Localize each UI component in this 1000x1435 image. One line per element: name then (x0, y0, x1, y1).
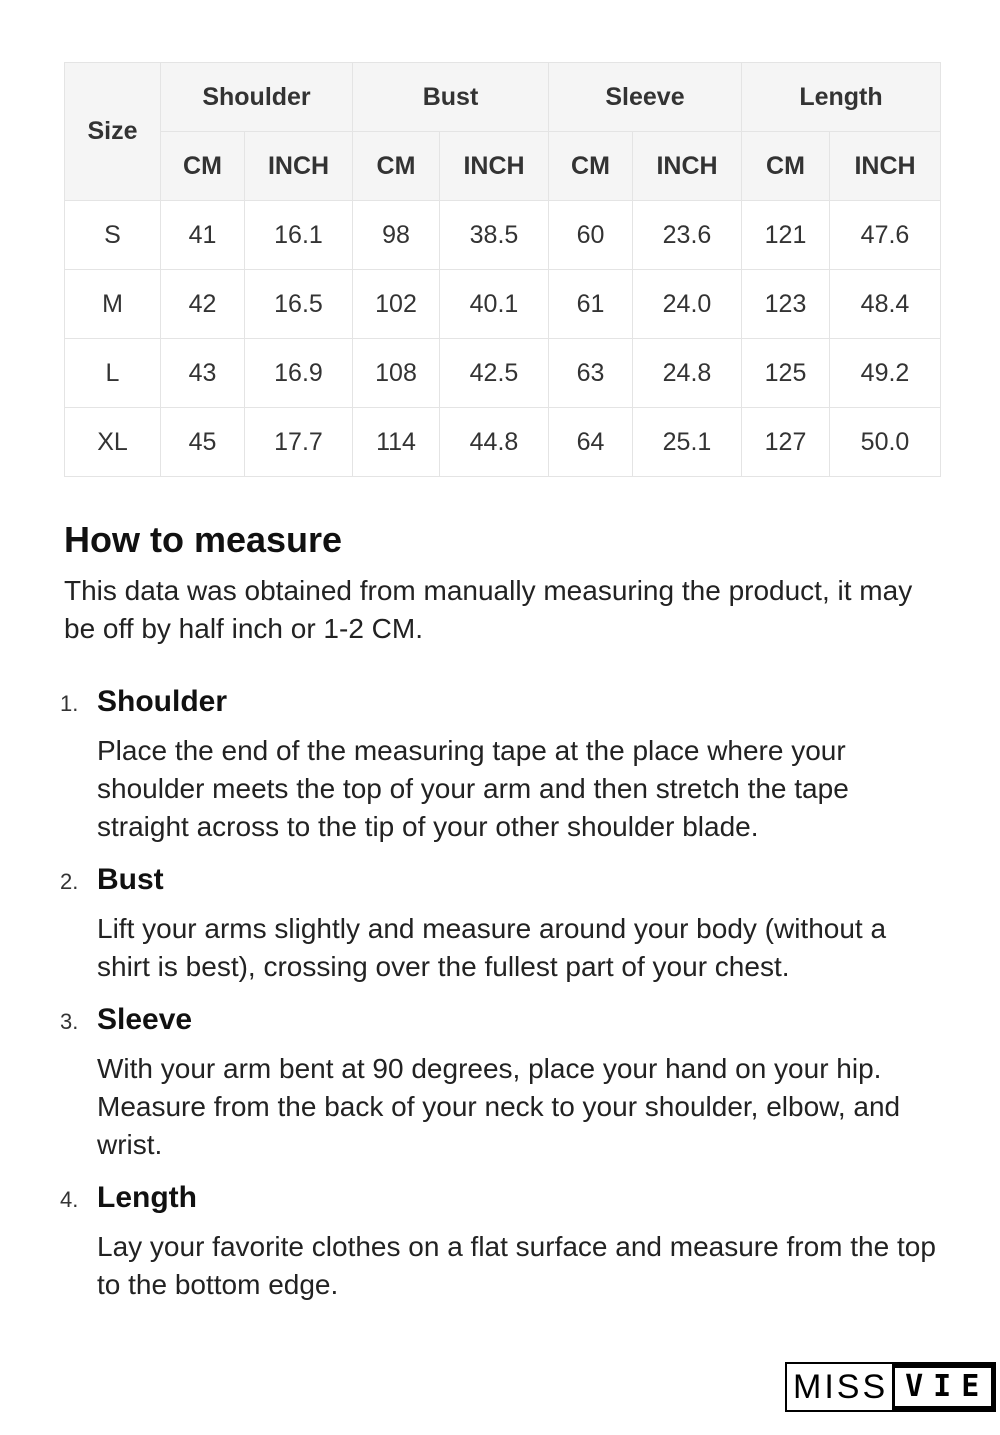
table-cell: 16.9 (245, 339, 353, 408)
table-cell: 40.1 (440, 270, 549, 339)
step-title: Sleeve (97, 1003, 193, 1036)
logo-left-text: MISS (787, 1364, 892, 1410)
step-number: 4. (60, 1187, 79, 1212)
table-row (65, 339, 941, 408)
size-chart-table (64, 62, 941, 477)
table-row (65, 270, 941, 339)
table-cell: 114 (353, 408, 440, 477)
table-cell: 125 (742, 339, 830, 408)
table-cell: 42.5 (440, 339, 549, 408)
table-cell: 16.1 (245, 201, 353, 270)
step-description: Lift your arms slightly and measure around your body (without a shirt is best), crossing over the fullest part of your chest. (97, 913, 887, 982)
table-row (65, 201, 941, 270)
group-header-row (65, 63, 941, 132)
intro-text: This data was obtained from manually measuring the product, it may be off by half inch or 1-2 CM. (64, 575, 913, 644)
step-title: Bust (97, 863, 164, 896)
unit-header: CM (742, 132, 830, 201)
size-cell: L (65, 339, 161, 408)
unit-header: CM (353, 132, 440, 201)
table-cell: 121 (742, 201, 830, 270)
table-cell: 25.1 (633, 408, 742, 477)
table-row (65, 408, 941, 477)
table-cell: 64 (549, 408, 633, 477)
table-cell: 24.0 (633, 270, 742, 339)
how-to-measure-section (60, 518, 944, 1320)
step-title: Shoulder (97, 685, 228, 718)
unit-header: INCH (440, 132, 549, 201)
list-item (60, 862, 944, 986)
table-cell: 41 (161, 201, 245, 270)
measure-steps-list (60, 684, 944, 1304)
table-cell: 123 (742, 270, 830, 339)
table-cell: 61 (549, 270, 633, 339)
unit-header: INCH (830, 132, 941, 201)
section-title: How to measure (64, 519, 343, 560)
table-cell: 102 (353, 270, 440, 339)
table-cell: 98 (353, 201, 440, 270)
unit-header: INCH (633, 132, 742, 201)
unit-header: INCH (245, 132, 353, 201)
table-cell: 16.5 (245, 270, 353, 339)
table-cell: 43 (161, 339, 245, 408)
table-cell: 44.8 (440, 408, 549, 477)
table-cell: 60 (549, 201, 633, 270)
list-item (60, 684, 944, 846)
table-cell: 17.7 (245, 408, 353, 477)
table-cell: 38.5 (440, 201, 549, 270)
table-cell: 42 (161, 270, 245, 339)
logo-right-block (892, 1364, 994, 1410)
table-cell: 23.6 (633, 201, 742, 270)
step-description: Place the end of the measuring tape at the place where your shoulder meets the top of your arm and then stretch the tape straight across to the tip of your other shoulder blade. (97, 735, 849, 842)
shoulder-header: Shoulder (161, 63, 353, 132)
table-cell: 108 (353, 339, 440, 408)
unit-header-row (65, 132, 941, 201)
size-cell: XL (65, 408, 161, 477)
table-cell: 50.0 (830, 408, 941, 477)
sleeve-header: Sleeve (549, 63, 742, 132)
brand-logo (785, 1362, 996, 1412)
table-cell: 63 (549, 339, 633, 408)
list-item (60, 1180, 944, 1304)
step-title: Length (97, 1181, 197, 1214)
logo-right-text: VIE (895, 1368, 991, 1406)
size-cell: M (65, 270, 161, 339)
step-description: Lay your favorite clothes on a flat surface and measure from the top to the bottom edge. (97, 1231, 936, 1300)
table-cell: 48.4 (830, 270, 941, 339)
step-number: 1. (60, 691, 79, 716)
unit-header: CM (549, 132, 633, 201)
table-cell: 47.6 (830, 201, 941, 270)
table-cell: 45 (161, 408, 245, 477)
bust-header: Bust (353, 63, 549, 132)
table-cell: 127 (742, 408, 830, 477)
list-item (60, 1002, 944, 1164)
step-description: With your arm bent at 90 degrees, place your hand on your hip. Measure from the back of your neck to your shoulder, elbow, and wrist. (97, 1053, 901, 1160)
table-cell: 24.8 (633, 339, 742, 408)
table-cell: 49.2 (830, 339, 941, 408)
size-cell: S (65, 201, 161, 270)
length-header: Length (742, 63, 941, 132)
step-number: 2. (60, 869, 79, 894)
step-number: 3. (60, 1009, 79, 1034)
size-header: Size (65, 63, 161, 201)
unit-header: CM (161, 132, 245, 201)
